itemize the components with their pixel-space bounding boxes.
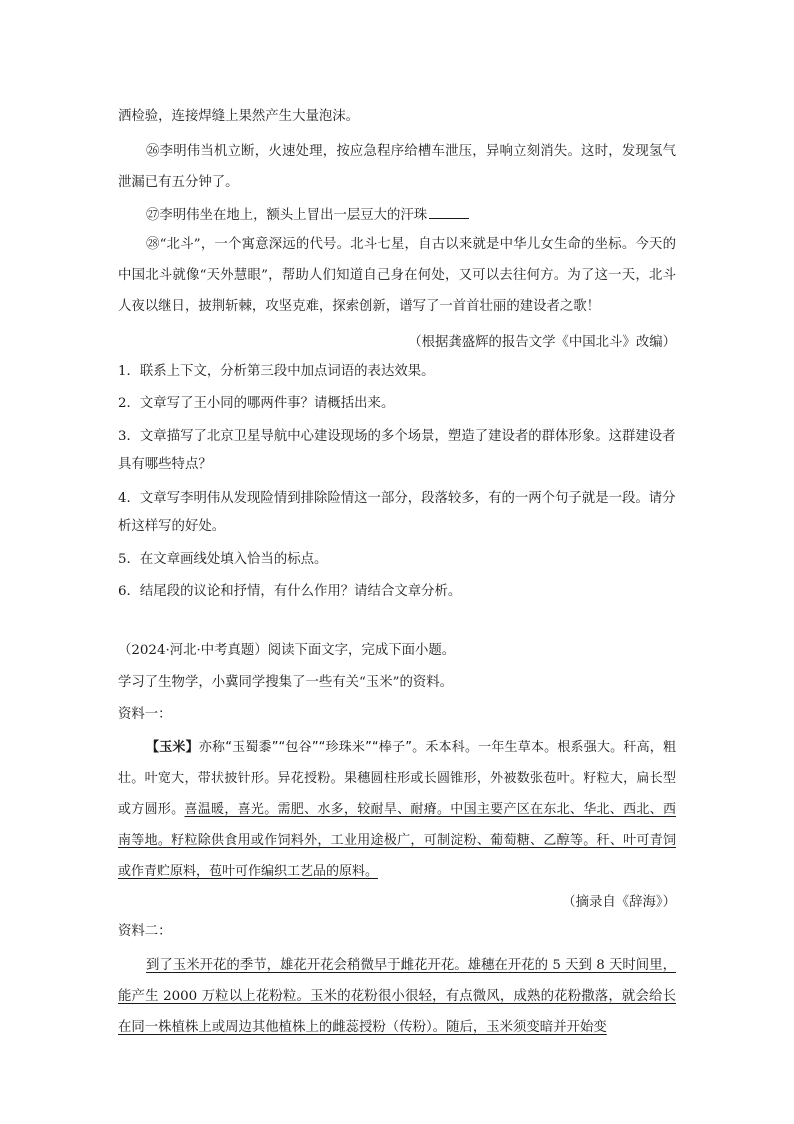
article-paragraph-26: ㉖李明伟当机立断，火速处理，按应急程序给槽车泄压，异响立刻消失。这时，发现氢气泄漏已有五分钟了。 <box>118 144 676 190</box>
material-1-heading: 【玉米】 <box>146 740 199 755</box>
material-1-underlined: 喜温暖，喜光。需肥、水多，较耐旱、耐瘠。中国主要产区在东北、华北、西北、西南等地。籽粒除供食用或作饲料外，工业用途极广，可制淀粉、葡萄糖、乙醇等。秆、叶可青饲或作青贮原料，苞叶可作编织工艺品的原料。 <box>118 802 676 879</box>
material-2-text: 到了玉米开花的季节，雄花开花会稍微早于雌花开花。雄穗在开花的 5 天到 8 天时间里，能产生 2000 万粒以上花粉粒。玉米的花粉很小很轻，有点微风，成熟的花粉撒落，就会给长在同一株植株上或周边其他植株上的雌蕊授粉（传粉）。随后，玉米须变暗并开始变 <box>118 958 676 1035</box>
question-3: 3．文章描写了北京卫星导航中心建设现场的多个场景，塑造了建设者的群体形象。这群建设者具有哪些特点？ <box>118 429 676 472</box>
material-1-source: （摘录自《辞海》） <box>562 895 676 910</box>
question-2: 2．文章写了王小同的哪两件事？请概括出来。 <box>118 396 395 411</box>
question-1: 1．联系上下文，分析第三段中加点词语的表达效果。 <box>118 364 435 379</box>
paragraph-27-text: ㉗李明伟坐在地上，额头上冒出一层豆大的汗珠 <box>146 208 428 223</box>
fill-blank-line <box>429 205 469 219</box>
material-1-plain: 亦称“玉蜀黍”“包谷”“珍珠米”“棒子”。禾本科。一年生草本。根系强大。秆高，粗壮。叶宽大，带状披针形。异花授粉。果穗圆柱形或长圆锥形，外被数张苞叶。籽粒大，扁长型或方圆形。 <box>118 740 676 817</box>
material-2-label: 资料二： <box>118 924 172 939</box>
section-header: （2024·河北·中考真题）阅读下面文字，完成下面小题。 <box>118 643 456 658</box>
question-5: 5．在文章画线处填入恰当的标点。 <box>118 552 328 567</box>
material-1-text <box>118 732 676 887</box>
question-4: 4．文章写李明伟从发现险情到排除险情这一部分，段落较多，有的一两个句子就是一段。请分析这样写的好处。 <box>118 491 676 534</box>
article-source: （根据龚盛辉的报告文学《中国北斗》改编） <box>408 335 676 350</box>
article-paragraph-continued: 洒检验，连接焊缝上果然产生大量泡沫。 <box>118 109 360 124</box>
section-intro: 学习了生物学，小冀同学搜集了一些有关“玉米”的资料。 <box>118 675 454 690</box>
article-paragraph-28: ㉘“北斗”，一个寓意深远的代号。北斗七星，自古以来就是中华儿女生命的坐标。今天的中国北斗就像“天外慧眼”，帮助人们知道自己身在何处，又可以去往何方。为了这一天，北斗人夜以继日，披荆斩棘，攻坚克难，探索创新，谱写了一首首壮丽的建设者之歌！ <box>118 237 676 314</box>
material-1-label: 资料一： <box>118 707 172 722</box>
question-6: 6．结尾段的议论和抒情，有什么作用？请结合文章分析。 <box>118 584 462 599</box>
article-paragraph-27 <box>146 205 469 225</box>
